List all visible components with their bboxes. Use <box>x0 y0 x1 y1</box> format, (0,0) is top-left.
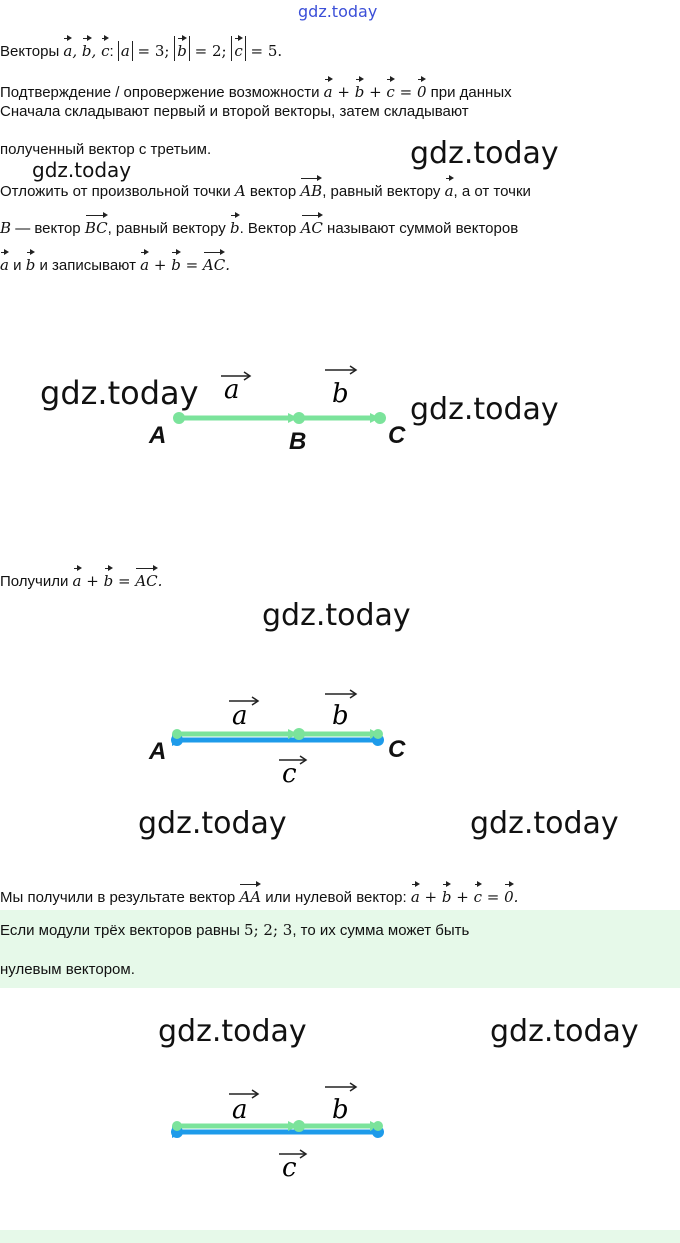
conclusion-line-2: нулевым вектором. <box>0 961 135 978</box>
diagram-zero-vector <box>0 686 680 796</box>
watermark: gdz.today <box>158 1014 307 1049</box>
conclusion-line-1 <box>0 920 469 941</box>
watermark: gdz.today <box>490 1014 639 1049</box>
step-text: называют суммой векторов <box>327 220 519 237</box>
svg-text:c: c <box>282 1153 297 1183</box>
point-c-dot <box>374 412 386 424</box>
condition-a: a = 3; b = 2; c = 5. <box>118 42 282 60</box>
intro-line: Векторы a, b, c: a = 3; b = 2; c = 5. <box>0 36 282 62</box>
point-b-label: B <box>289 428 307 455</box>
step-text: , а от точки <box>453 183 531 200</box>
result-text: или нулевой вектор: <box>265 889 407 906</box>
svg-text:c: c <box>282 759 297 789</box>
svg-text:b: b <box>332 1095 349 1125</box>
conclusion-values: 5; 2; 3 <box>244 921 293 939</box>
svg-text:a: a <box>232 701 248 731</box>
task-prefix: Подтверждение / опровержение возможности <box>0 84 320 101</box>
svg-text:b: b <box>332 701 349 731</box>
step-line-2: полученный вектор с третьим. <box>0 141 212 158</box>
step-text: . Вектор <box>239 220 297 237</box>
conclusion-text: , то их сумма может быть <box>292 922 470 939</box>
step-text: и <box>13 257 22 274</box>
result-text: Мы получили в результате вектор <box>0 889 236 906</box>
step-text: — вектор <box>15 220 81 237</box>
bottom-highlight <box>0 1230 680 1243</box>
result-line-1: Получили a + b = AC. <box>0 566 162 592</box>
result-line-2: Мы получили в результате вектор AA или нулевой вектор: a + b + c = 0. <box>0 882 518 908</box>
task-suffix: при данных <box>430 84 512 101</box>
watermark: gdz.today <box>32 158 132 182</box>
watermark: gdz.today <box>470 806 619 841</box>
watermark: gdz.today <box>40 374 199 412</box>
watermark: gdz.today <box>262 598 411 633</box>
watermark: gdz.today <box>298 2 378 21</box>
result-text: Получили <box>0 573 69 590</box>
watermark: gdz.today <box>410 136 559 171</box>
step-line-3: Отложить от произвольной точки A вектор AB, равный вектору a, а от точки <box>0 176 531 202</box>
svg-text:a: a <box>232 1095 248 1125</box>
point-a-label: A <box>149 738 167 765</box>
point-c-label: C <box>388 736 406 763</box>
task-line: Подтверждение / опровержение возможности a + b + c = 0 при данных <box>0 77 512 103</box>
step-text: и записывают <box>39 257 136 274</box>
step-line-1: Сначала складывают первый и второй векторы, затем складывают <box>0 103 469 120</box>
point-a-dot <box>173 412 185 424</box>
watermark: gdz.today <box>410 392 559 427</box>
diagram-zero-vector-repeat <box>0 1078 680 1188</box>
step-text: , равный вектору <box>322 183 441 200</box>
step-line-5: a и b и записывают a + b = AC. <box>0 250 230 276</box>
step-text: Отложить от произвольной точки <box>0 183 231 200</box>
point-b-dot <box>293 412 305 424</box>
point-a-label: A <box>149 422 167 449</box>
step-line-4: B — вектор BC, равный вектору b. Вектор AC называют суммой векторов <box>0 213 518 239</box>
point-c-label: C <box>388 422 406 449</box>
vector-a-label: a <box>224 375 240 405</box>
conclusion-text: Если модули трёх векторов равны <box>0 922 240 939</box>
watermark: gdz.today <box>138 806 287 841</box>
step-text: , равный вектору <box>107 220 226 237</box>
vectors-label: Векторы <box>0 43 60 60</box>
step-text: вектор <box>249 183 297 200</box>
vector-b-label: b <box>332 379 349 409</box>
